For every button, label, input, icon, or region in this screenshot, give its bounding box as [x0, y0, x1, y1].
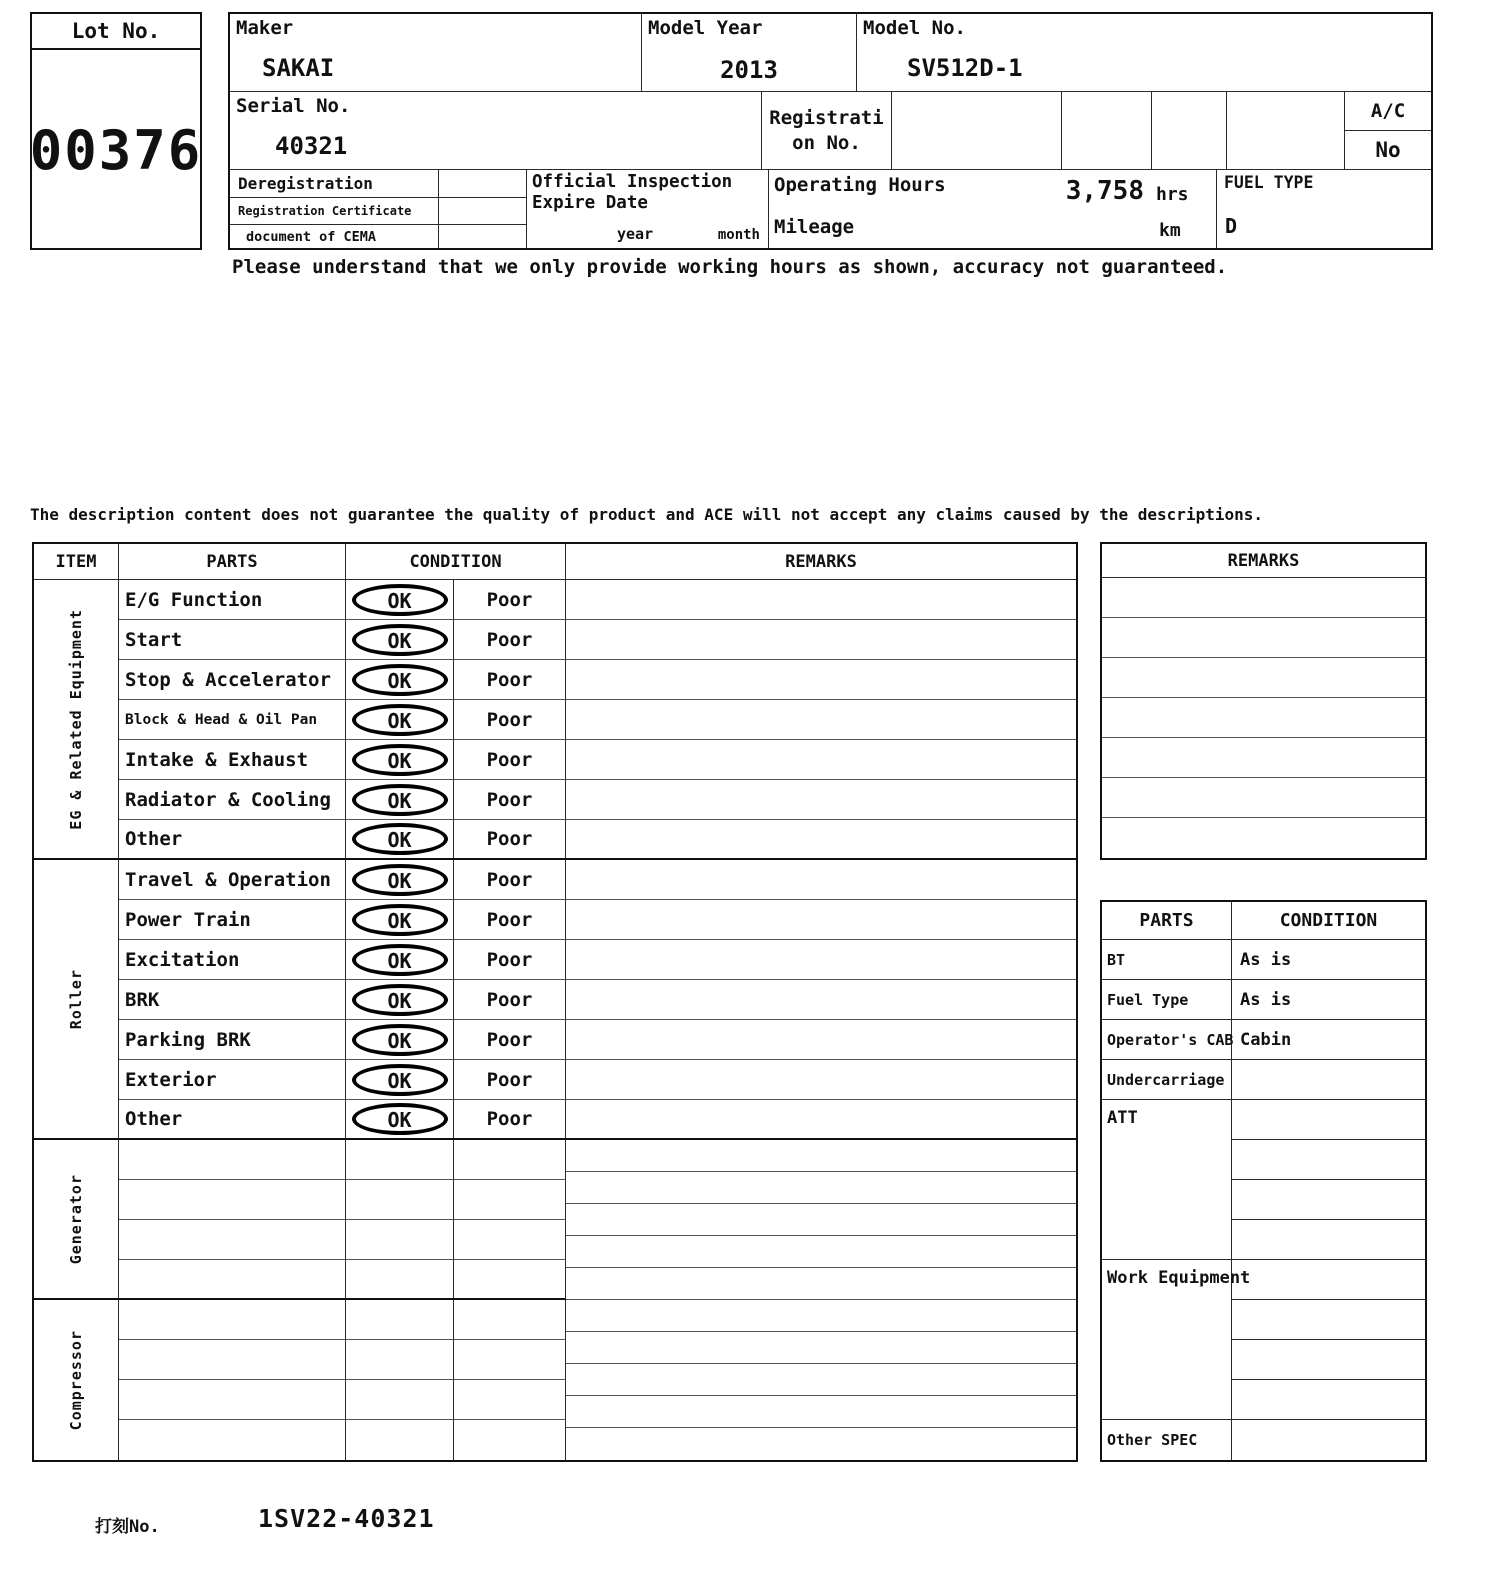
part-name-cell: Intake & Exhaust: [119, 740, 346, 780]
model-year-label: Model Year: [648, 17, 763, 39]
model-no-label: Model No.: [863, 17, 966, 39]
spec-condition-cell: [1232, 1380, 1425, 1420]
remarks-subrow: [566, 1396, 1076, 1428]
condition-poor-cell: [454, 1380, 566, 1420]
item-group-label: EG & Related Equipment: [67, 608, 85, 830]
spec-header-parts: PARTS: [1102, 902, 1232, 940]
spec-condition-cell: [1232, 1060, 1425, 1100]
remarks-cell: [566, 820, 1076, 860]
part-name-cell: [119, 1140, 346, 1180]
fuel-type-label: FUEL TYPE: [1224, 173, 1314, 192]
official-inspection-cell: [527, 170, 769, 248]
registration-certificate-check-cell: [439, 198, 527, 225]
condition-ok-cell: [346, 980, 454, 1020]
remarks-subrow: [566, 1204, 1076, 1236]
item-group-cell: [34, 860, 119, 1140]
part-name-cell: E/G Function: [119, 580, 346, 620]
item-group-label: Roller: [67, 968, 85, 1030]
mileage-unit-label: km: [1159, 220, 1181, 241]
spec-part-cell: Work Equipment: [1102, 1260, 1232, 1420]
condition-ok-cell: [346, 1140, 454, 1180]
ok-circled-mark: OK: [352, 1024, 448, 1056]
condition-poor-cell: Poor: [454, 700, 566, 740]
spec-condition-cell: [1232, 1300, 1425, 1340]
condition-ok-cell: [346, 620, 454, 660]
ok-circled-mark: OK: [352, 1064, 448, 1096]
inspection-header-item: ITEM: [34, 544, 119, 580]
spec-condition-cell: [1232, 1420, 1425, 1460]
condition-ok-cell: [346, 660, 454, 700]
remarks-cell: [566, 940, 1076, 980]
condition-ok-cell: [346, 1260, 454, 1300]
cema-document-label: document of CEMA: [246, 228, 377, 245]
registration-empty-cell-2: [1062, 92, 1152, 170]
inspection-month-label: month: [717, 227, 760, 243]
spec-table: [1100, 900, 1427, 1462]
condition-ok-cell: [346, 1060, 454, 1100]
part-name-cell: Other: [119, 1100, 346, 1140]
part-name-cell: Block & Head & Oil Pan: [119, 700, 346, 740]
registration-no-cell: [762, 92, 892, 170]
part-name-cell: [119, 1220, 346, 1260]
side-remarks-row: [1102, 698, 1425, 738]
condition-ok-cell: [346, 1020, 454, 1060]
side-remarks-row: [1102, 578, 1425, 618]
condition-poor-cell: Poor: [454, 940, 566, 980]
inspection-header-parts: PARTS: [119, 544, 346, 580]
remarks-cell: [566, 860, 1076, 900]
condition-ok-cell: [346, 740, 454, 780]
registration-empty-cell-3: [1152, 92, 1227, 170]
condition-ok-cell: [346, 1100, 454, 1140]
condition-poor-cell: Poor: [454, 980, 566, 1020]
serial-no-label: Serial No.: [236, 95, 351, 117]
spec-part-cell: ATT: [1102, 1100, 1232, 1260]
maker-label: Maker: [236, 17, 294, 39]
condition-ok-cell: [346, 940, 454, 980]
model-year-cell: [642, 14, 857, 92]
condition-ok-cell: [346, 820, 454, 860]
condition-poor-cell: Poor: [454, 620, 566, 660]
spec-condition-cell: [1232, 1260, 1425, 1300]
registration-certificate-label-cell: [230, 198, 439, 225]
condition-ok-cell: [346, 1300, 454, 1340]
item-group-label: Generator: [67, 1173, 85, 1265]
stamp-number-label: 打刻No.: [95, 1517, 160, 1537]
lot-number-box: [30, 12, 202, 250]
spec-part-cell: Fuel Type: [1102, 980, 1232, 1020]
item-group-label: Compressor: [67, 1329, 85, 1431]
ac-label: A/C: [1370, 100, 1406, 122]
lot-number-value: 00376: [29, 118, 203, 182]
part-name-cell: Start: [119, 620, 346, 660]
part-name-cell: [119, 1420, 346, 1460]
condition-poor-cell: Poor: [454, 660, 566, 700]
ac-value: No: [1375, 138, 1401, 162]
side-remarks-row: [1102, 738, 1425, 778]
stamp-number-value: 1SV22-40321: [258, 1504, 435, 1533]
remarks-cell: [566, 780, 1076, 820]
official-inspection-label: Official Inspection Expire Date: [532, 172, 733, 213]
part-name-cell: [119, 1260, 346, 1300]
remarks-cell: [566, 980, 1076, 1020]
registration-certificate-label: Registration Certificate: [238, 204, 412, 218]
spec-condition-cell: [1232, 1180, 1425, 1220]
registration-empty-cell-4: [1227, 92, 1345, 170]
spec-condition-cell: As is: [1232, 980, 1425, 1020]
condition-poor-cell: Poor: [454, 780, 566, 820]
remarks-cell: [566, 1100, 1076, 1140]
remarks-subrow: [566, 1364, 1076, 1396]
model-no-value: SV512D-1: [907, 54, 1023, 82]
condition-ok-cell: [346, 1380, 454, 1420]
ok-circled-mark: OK: [352, 624, 448, 656]
cema-document-label-cell: [230, 225, 439, 248]
ac-label-cell: [1345, 92, 1431, 131]
condition-poor-cell: Poor: [454, 1100, 566, 1140]
machine-header-table: [228, 12, 1433, 250]
part-name-cell: [119, 1180, 346, 1220]
side-remarks-row: [1102, 818, 1425, 858]
item-group-cell: [34, 1140, 119, 1300]
condition-ok-cell: [346, 700, 454, 740]
part-name-cell: Other: [119, 820, 346, 860]
remarks-subrow: [566, 1172, 1076, 1204]
inspection-table: [32, 542, 1078, 1462]
serial-no-value: 40321: [275, 132, 348, 160]
fuel-type-cell: [1217, 170, 1431, 248]
part-name-cell: BRK: [119, 980, 346, 1020]
condition-ok-cell: [346, 1220, 454, 1260]
condition-ok-cell: [346, 860, 454, 900]
deregistration-label: Deregistration: [238, 174, 373, 193]
spec-condition-cell: [1232, 1140, 1425, 1180]
spec-part-cell: Operator's CAB: [1102, 1020, 1232, 1060]
spec-part-cell: Undercarriage: [1102, 1060, 1232, 1100]
remarks-subrow: [566, 1300, 1076, 1332]
description-disclaimer: The description content does not guarantee the quality of product and ACE will not accept any claims caused by the descriptions.: [30, 505, 1263, 524]
ok-circled-mark: OK: [352, 664, 448, 696]
remarks-subrow: [566, 1428, 1076, 1460]
ok-circled-mark: OK: [352, 984, 448, 1016]
remarks-subrow: [566, 1236, 1076, 1268]
remarks-cell: [566, 660, 1076, 700]
remarks-cell: [566, 1060, 1076, 1100]
side-remarks-row: [1102, 658, 1425, 698]
spec-condition-cell: [1232, 1100, 1425, 1140]
inspection-year-label: year: [617, 225, 654, 243]
ok-circled-mark: OK: [352, 704, 448, 736]
remarks-subrow: [566, 1332, 1076, 1364]
fuel-type-value: D: [1225, 214, 1238, 238]
cema-document-check-cell: [439, 225, 527, 248]
serial-no-cell: [230, 92, 762, 170]
item-group-cell: [34, 580, 119, 860]
mileage-label: Mileage: [774, 216, 855, 238]
ok-circled-mark: OK: [352, 584, 448, 616]
condition-ok-cell: [346, 580, 454, 620]
ok-circled-mark: OK: [352, 784, 448, 816]
registration-empty-cell-1: [892, 92, 1062, 170]
part-name-cell: Radiator & Cooling: [119, 780, 346, 820]
part-name-cell: Excitation: [119, 940, 346, 980]
condition-poor-cell: [454, 1300, 566, 1340]
condition-poor-cell: [454, 1420, 566, 1460]
remarks-subrow: [566, 1268, 1076, 1300]
model-no-cell: [857, 14, 1431, 92]
condition-ok-cell: [346, 900, 454, 940]
ok-circled-mark: OK: [352, 864, 448, 896]
part-name-cell: Exterior: [119, 1060, 346, 1100]
spec-condition-cell: As is: [1232, 940, 1425, 980]
ok-circled-mark: OK: [352, 944, 448, 976]
spec-part-cell: BT: [1102, 940, 1232, 980]
condition-poor-cell: Poor: [454, 740, 566, 780]
condition-ok-cell: [346, 1180, 454, 1220]
ac-value-cell: [1345, 131, 1431, 170]
part-name-cell: Stop & Accelerator: [119, 660, 346, 700]
ok-circled-mark: OK: [352, 904, 448, 936]
deregistration-label-cell: [230, 170, 439, 198]
ok-circled-mark: OK: [352, 1103, 448, 1135]
part-name-cell: Travel & Operation: [119, 860, 346, 900]
side-remarks-table: [1100, 542, 1427, 860]
condition-poor-cell: Poor: [454, 900, 566, 940]
spec-condition-cell: [1232, 1220, 1425, 1260]
remarks-cell: [566, 1020, 1076, 1060]
inspection-header-remarks: REMARKS: [566, 544, 1076, 580]
condition-poor-cell: Poor: [454, 1020, 566, 1060]
remarks-cell: [566, 620, 1076, 660]
part-name-cell: [119, 1300, 346, 1340]
side-remarks-row: [1102, 618, 1425, 658]
spec-header-condition: CONDITION: [1232, 902, 1425, 940]
side-remarks-header: REMARKS: [1102, 544, 1425, 578]
condition-poor-cell: [454, 1140, 566, 1180]
model-year-value: 2013: [720, 56, 778, 84]
remarks-cell: [566, 580, 1076, 620]
deregistration-check-cell: [439, 170, 527, 198]
remarks-cell: [566, 740, 1076, 780]
part-name-cell: Parking BRK: [119, 1020, 346, 1060]
part-name-cell: Power Train: [119, 900, 346, 940]
condition-poor-cell: [454, 1220, 566, 1260]
remarks-cell: [566, 700, 1076, 740]
item-group-cell: [34, 1300, 119, 1460]
condition-ok-cell: [346, 1340, 454, 1380]
registration-no-label: Registration No.: [769, 106, 884, 154]
maker-cell: [230, 14, 642, 92]
lot-number-label: Lot No.: [32, 14, 200, 50]
remarks-subrow: [566, 1140, 1076, 1172]
condition-ok-cell: [346, 1420, 454, 1460]
condition-ok-cell: [346, 780, 454, 820]
condition-poor-cell: [454, 1340, 566, 1380]
maker-value: SAKAI: [262, 54, 335, 82]
part-name-cell: [119, 1340, 346, 1380]
condition-poor-cell: [454, 1260, 566, 1300]
condition-poor-cell: Poor: [454, 580, 566, 620]
hours-unit-label: hrs: [1156, 184, 1189, 205]
ok-circled-mark: OK: [352, 744, 448, 776]
condition-poor-cell: Poor: [454, 1060, 566, 1100]
condition-poor-cell: [454, 1180, 566, 1220]
remarks-cell: [566, 900, 1076, 940]
operating-hours-cell: [769, 170, 1217, 248]
spec-condition-cell: Cabin: [1232, 1020, 1425, 1060]
remarks-subgrid: [566, 1140, 1076, 1460]
side-remarks-row: [1102, 778, 1425, 818]
ok-circled-mark: OK: [352, 823, 448, 855]
condition-poor-cell: Poor: [454, 860, 566, 900]
inspection-header-condition: CONDITION: [346, 544, 566, 580]
spec-part-cell: Other SPEC: [1102, 1420, 1232, 1460]
working-hours-notice: Please understand that we only provide working hours as shown, accuracy not guaranteed.: [232, 256, 1228, 278]
spec-condition-cell: [1232, 1340, 1425, 1380]
operating-hours-value: 3,758: [1065, 176, 1144, 206]
condition-poor-cell: Poor: [454, 820, 566, 860]
operating-hours-label: Operating Hours: [774, 174, 946, 196]
part-name-cell: [119, 1380, 346, 1420]
